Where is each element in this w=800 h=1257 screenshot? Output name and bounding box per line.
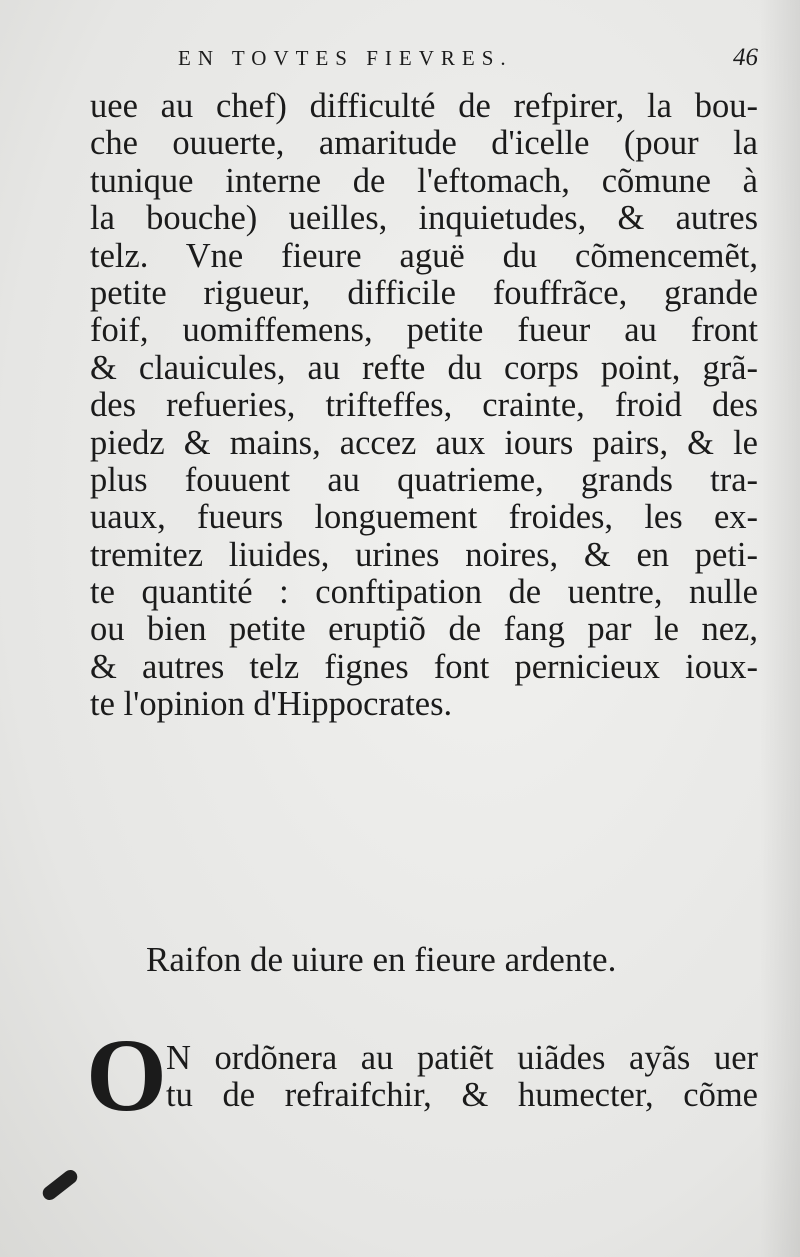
- drop-cap-letter: O: [86, 1018, 167, 1133]
- text-line: tunique interne de l'eftomach, cõmune à: [90, 161, 758, 200]
- text-line: uaux, fueurs longuement froides, les ex-: [90, 498, 758, 537]
- text-line: plus fouuent au quatrieme, grands tra-: [90, 460, 758, 499]
- page-header: [178, 44, 758, 78]
- text-line: petite rigueur, difficile fouffrãce, grande: [90, 273, 758, 312]
- text-line: piedz & mains, accez aux iours pairs, & le: [90, 423, 758, 462]
- text-line: te l'opinion d'Hippocrates.: [90, 685, 453, 724]
- text-line: ou bien petite eruptiõ de fang par le nez,: [90, 610, 758, 649]
- text-line: telz. Vne fieure aguë du cõmencemẽt,: [90, 236, 758, 275]
- main-paragraph: [90, 88, 758, 724]
- text-line: uee au chef) difficulté de refpirer, la bou-: [90, 87, 758, 125]
- text-line: tremitez liuides, urines noires, & en peti-: [90, 535, 758, 574]
- text-line: che ouuerte, amaritude d'icelle (pour la: [90, 124, 758, 163]
- text-line: N ordõnera au patiẽt uiãdes ayãs uer: [166, 1039, 758, 1077]
- text-line: & autres telz fignes font pernicieux ioux-: [90, 647, 758, 686]
- running-head: EN TOVTES FIEVRES.: [178, 46, 513, 70]
- text-line: tu de refraifchir, & humecter, cõme: [166, 1076, 758, 1115]
- section-heading: Raifon de uiure en fieure ardente.: [146, 940, 617, 979]
- text-line: foif, uomiffemens, petite fueur au front: [90, 311, 758, 350]
- text-line: te quantité : conftipation de uentre, nulle: [90, 573, 758, 612]
- second-paragraph: [86, 1018, 758, 1133]
- page-number: 46: [733, 44, 758, 71]
- text-line: la bouche) ueilles, inquietudes, & autres: [90, 199, 758, 238]
- text-line: des refueries, trifteffes, crainte, froid des: [90, 386, 758, 425]
- text-line: & clauicules, au refte du corps point, grã-: [90, 348, 758, 387]
- page-edge-shadow: [760, 0, 800, 1257]
- ink-blot-mark: [40, 1167, 80, 1203]
- second-paragraph-text: [166, 1036, 758, 1115]
